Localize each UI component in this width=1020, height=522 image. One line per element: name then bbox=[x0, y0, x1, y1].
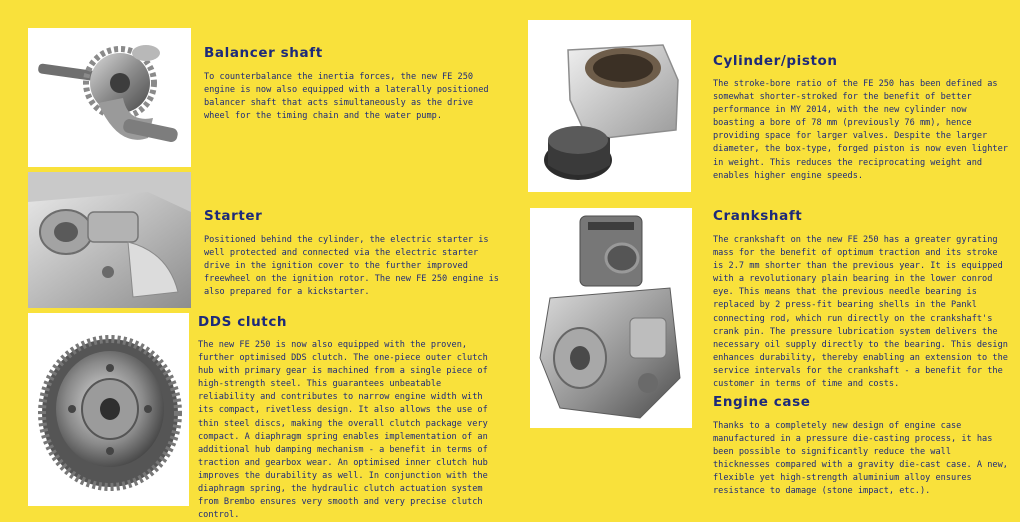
cylinder-piston-text: The stroke-bore ratio of the FE 250 has been defined as somewhat shorter-stroked for the benefit of better performance in MY 2014, with the new cylinder now boasting a bore of 78 mm (previously 76 mm), hence providing space for larger valves. Despite the larger diameter, the box-type, forged piston is now even lighter in weight. This reduces the reciprocating weight and enables higher engine speeds. bbox=[713, 79, 1008, 181]
crankshaft-text: The crankshaft on the new FE 250 has a greater gyrating mass for the benefit of optimum traction and its stroke is 2.7 mm shorter than the previous year. It is equipped with a revolutionary plain bearing in the lower conrod eye. This means that the previous needle bearing is replaced by 2 press-fit bearing shells in the Pankl connecting rod, which run directly on the crankshaft's crank pin. The pressure lubrication system delivers the necessary oil supply directly to the bearing. This design enhances durability, thereby enabling an extension to the service intervals for the crankshaft - a benefit for the customer in terms of time and costs. bbox=[713, 235, 1008, 390]
cylinder-piston-image bbox=[528, 20, 691, 192]
starter-title: Starter bbox=[204, 208, 263, 224]
starter-text: Positioned behind the cylinder, the electric starter is well protected and connected via the electric starter drive in the ignition cover to the further improved freewheel on the ignition rotor. The new FE 250 engine is also prepared for a kickstarter. bbox=[204, 235, 499, 298]
crankshaft-title: Crankshaft bbox=[713, 208, 803, 224]
starter-image bbox=[28, 172, 191, 308]
dds-clutch-text: The new FE 250 is now also equipped with the proven, further optimised DDS clutch. The one-piece outer clutch hub with primary gear is machined from a single piece of high-strength steel. This guarantees unbeatable reliability and contributes to narrow engine width with its compact, rivetless design. It also allows the use of thin steel discs, making the overall clutch package very compact. A diaphragm spring enables implementation of an additional hub damping mechanism - a benefit in terms of traction and gearbox wear. An optimised inner clutch hub improves the durability as well. In conjunction with the diaphragm spring, the hydraulic clutch actuation system from Brembo ensures very smooth and very precise clutch control. bbox=[198, 340, 488, 521]
balancer-shaft-image bbox=[28, 28, 191, 167]
dds-clutch-title: DDS clutch bbox=[198, 314, 288, 330]
engine-case-text: Thanks to a completely new design of engine case manufactured in a pressure die-casting process, it has been possible to significantly reduce the wall thicknesses compared with a gravity die-cast case. A new, flexible yet high-strength aluminium alloy ensures resistance to damage (stone impact, etc.). bbox=[713, 421, 1008, 497]
balancer-shaft-text: To counterbalance the inertia forces, the new FE 250 engine is now also equipped with a laterally positioned balancer shaft that acts simultaneously as the drive wheel for the timing chain and the water pump. bbox=[204, 72, 489, 122]
engine-case-title: Engine case bbox=[713, 394, 811, 410]
cylinder-piston-title: Cylinder/piston bbox=[713, 53, 838, 69]
balancer-shaft-title: Balancer shaft bbox=[204, 45, 323, 61]
engine-image bbox=[530, 208, 692, 428]
dds-clutch-image bbox=[28, 313, 189, 506]
